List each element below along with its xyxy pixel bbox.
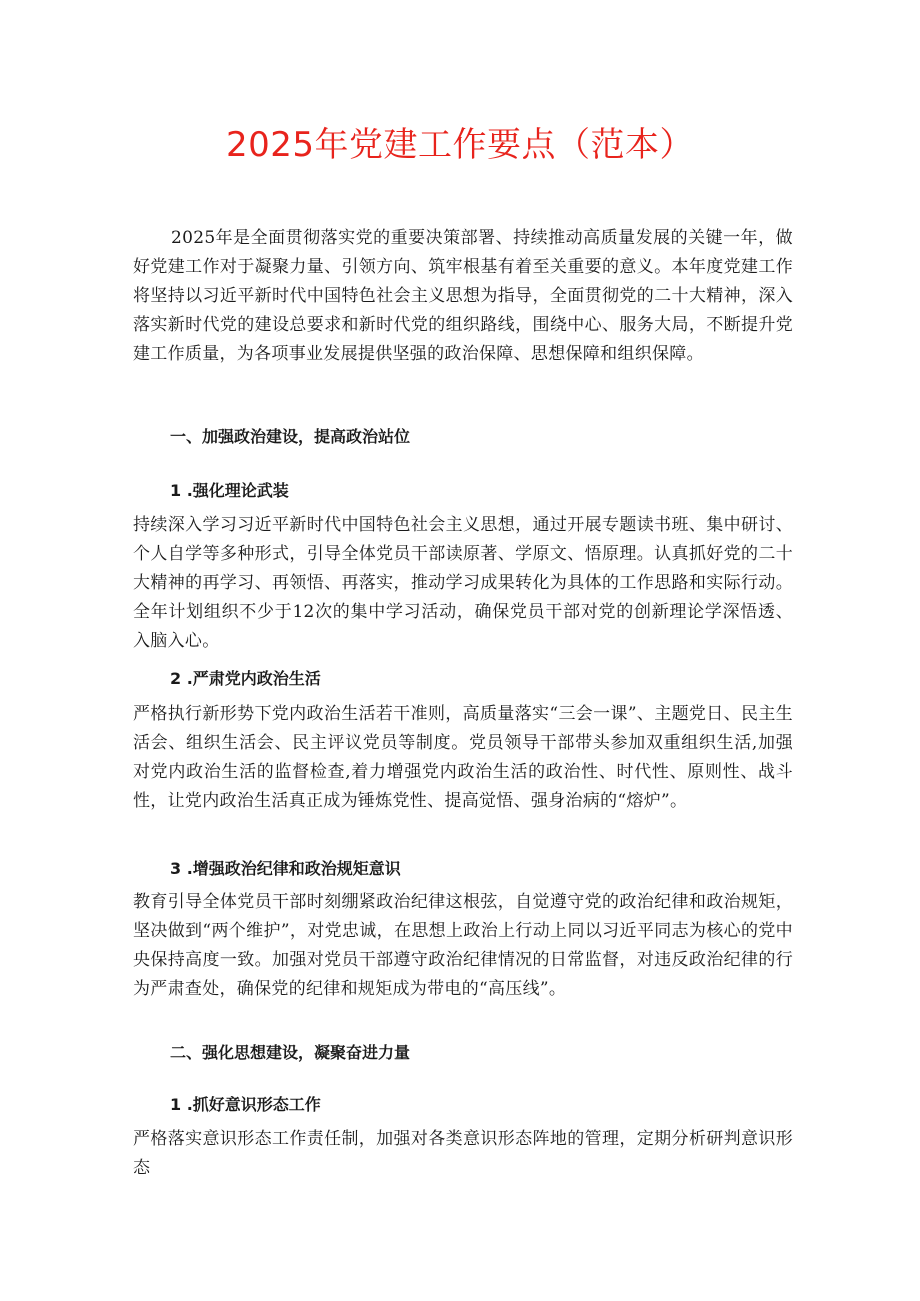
subsection-heading: 3 .增强政治纪律和政治规矩意识 — [170, 859, 401, 878]
subsection-body: 严格执行新形势下党内政治生活若干准则，高质量落实“三会一课”、主题党日、民主生活会、组织生活会、民主评议党员等制度。党员领导干部带头参加双重组织生活,加强对党内政治生活的监督检查,着力增强党内政治生活的政治性、时代性、原则性、战斗性，让党内政治生活真正成为锤炼党性、提高觉悟、强身治病的“熔炉”。 — [133, 704, 793, 811]
subsection-heading: 2 .严肃党内政治生活 — [170, 669, 321, 688]
document-title: 2025年党建工作要点（范本） — [225, 125, 695, 165]
section-heading: 一、加强政治建设，提高政治站位 — [170, 427, 411, 446]
subsection-heading: 1 .强化理论武装 — [170, 481, 289, 500]
intro-paragraph: 2025年是全面贯彻落实党的重要决策部署、持续推动高质量发展的关键一年，做好党建工作对于凝聚力量、引领方向、筑牢根基有着至关重要的意义。本年度党建工作将坚持以习近平新时代中国特色社会主义思想为指导，全面贯彻党的二十大精神，深入落实新时代党的建设总要求和新时代党的组织路线，围绕中心、服务大局，不断提升党建工作质量，为各项事业发展提供坚强的政治保障、思想保障和组织保障。 — [133, 228, 793, 364]
section-heading: 二、强化思想建设，凝聚奋进力量 — [170, 1043, 411, 1062]
subsection-body: 持续深入学习习近平新时代中国特色社会主义思想，通过开展专题读书班、集中研讨、个人自学等多种形式，引导全体党员干部读原著、学原文、悟原理。认真抓好党的二十大精神的再学习、再领悟、再落实，推动学习成果转化为具体的工作思路和实际行动。全年计划组织不少于12次的集中学习活动，确保党员干部对党的创新理论学深悟透、入脑入心。 — [133, 515, 793, 651]
subsection-heading: 1 .抓好意识形态工作 — [170, 1095, 321, 1114]
subsection-body: 严格落实意识形态工作责任制，加强对各类意识形态阵地的管理，定期分析研判意识形态 — [133, 1129, 793, 1178]
subsection-body: 教育引导全体党员干部时刻绷紧政治纪律这根弦，自觉遵守党的政治纪律和政治规矩，坚决做到“两个维护”，对党忠诚，在思想上政治上行动上同以习近平同志为核心的党中央保持高度一致。加强对党员干部遵守政治纪律情况的日常监督，对违反政治纪律的行为严肃查处，确保党的纪律和规矩成为带电的“高压线”。 — [133, 892, 793, 999]
